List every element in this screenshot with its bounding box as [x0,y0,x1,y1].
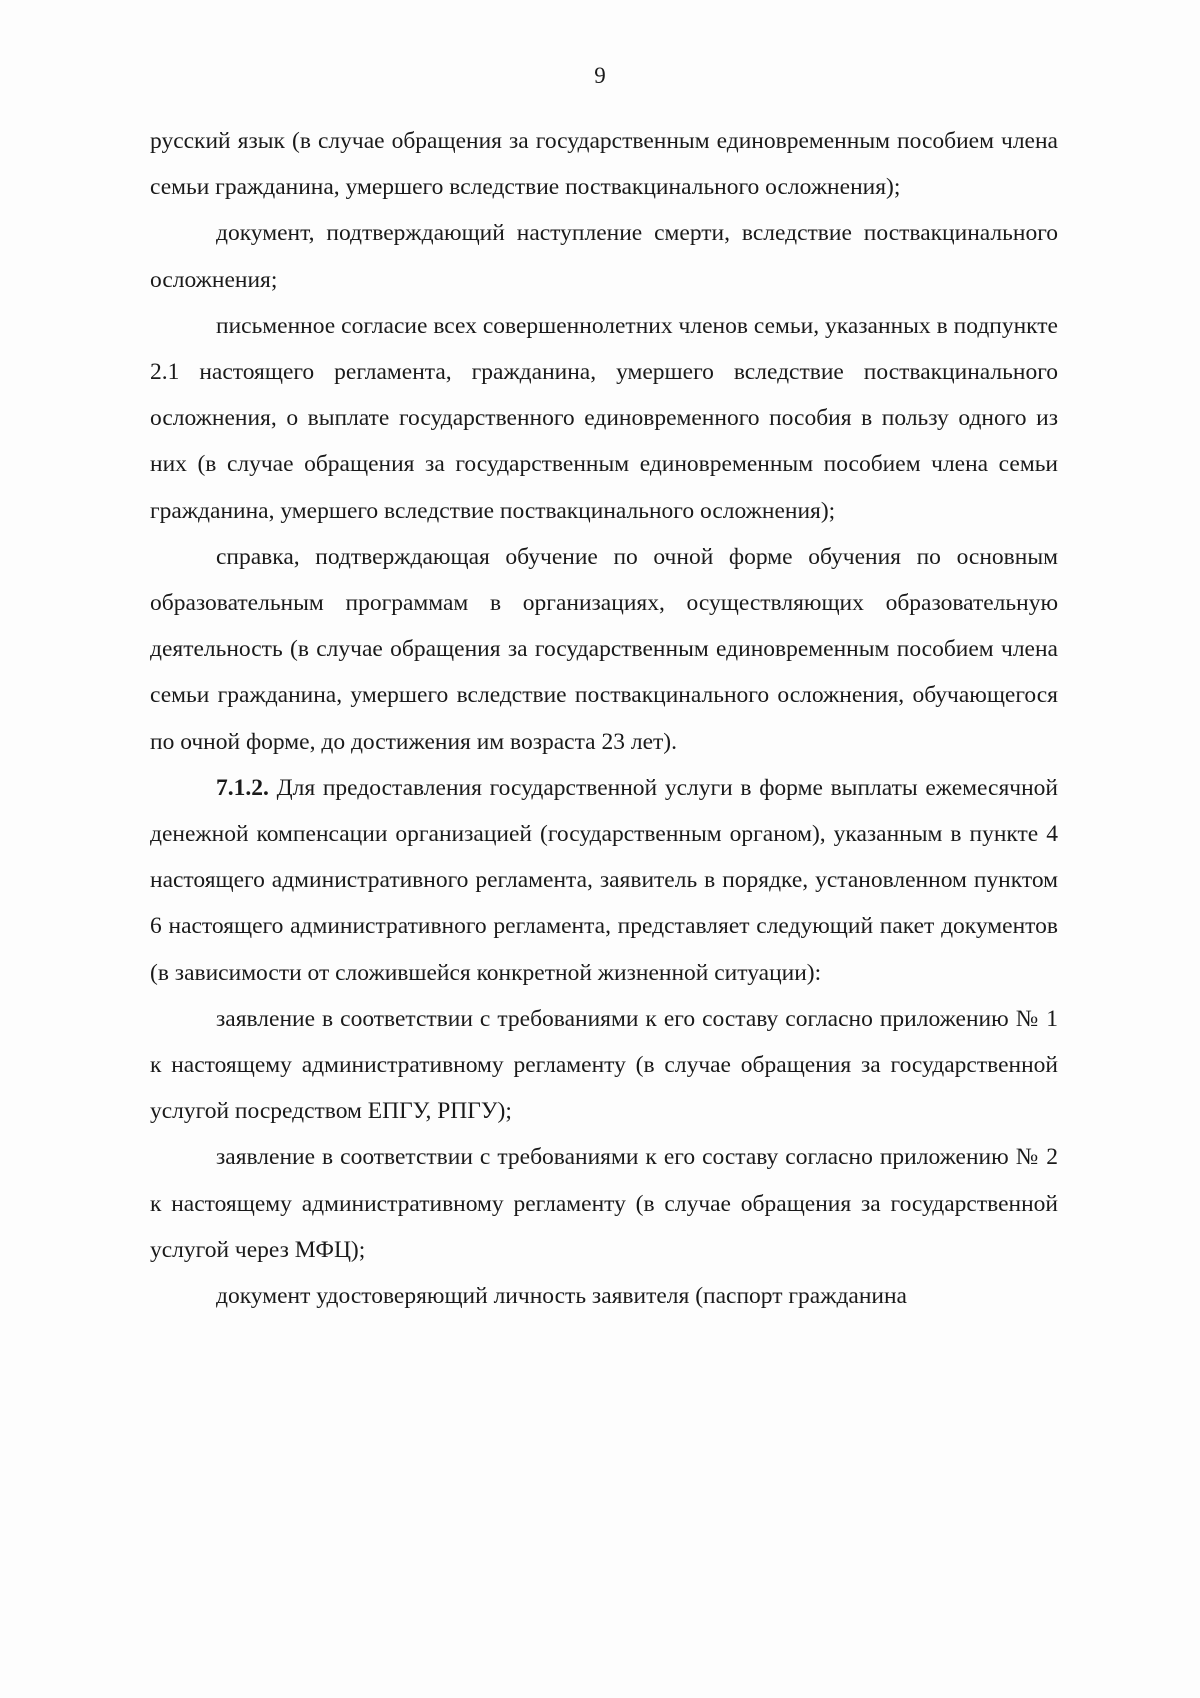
document-body [150,118,1058,1319]
paragraph-study-certificate: справка, подтверждающая обучение по очной форме обучения по основным образовательным программам в организациях, осуществляющих образовательную деятельность (в случае обращения за государственным единовременным пособием члена семьи гражданина, умершего вследствие поствакцинального осложнения, обучающегося по очной форме, до достижения им возраста 23 лет). [150,543,1058,755]
paragraph-written-consent: письменное согласие всех совершеннолетних членов семьи, указанных в подпункте 2.1 настоящего регламента, гражданина, умершего вследствие поствакцинального осложнения, о выплате государственного единовременного пособия в пользу одного из них (в случае обращения за государственным единовременным пособием члена семьи гражданина, умершего вследствие поствакцинального осложнения); [150,312,1058,524]
paragraph-death-document: документ, подтверждающий наступление смерти, вследствие поствакцинального осложнения; [150,220,1058,293]
paragraph-application-2: заявление в соответствии с требованиями к его составу согласно приложению № 2 к настоящему административному регламенту (в случае обращения за государственной услугой через МФЦ); [150,1144,1058,1263]
paragraph-clause-7-1-2 [150,765,1058,996]
paragraph-identity-document: документ удостоверяющий личность заявителя (паспорт гражданина [216,1283,907,1310]
paragraph-application-1: заявление в соответствии с требованиями к его составу согласно приложению № 1 к настоящему административному регламенту (в случае обращения за государственной услугой посредством ЕПГУ, РПГУ); [150,1005,1058,1125]
page-number: 9 [594,63,606,88]
clause-number: 7.1.2. [216,774,269,801]
clause-text: Для предоставления государственной услуги в форме выплаты ежемесячной денежной компенсации организацией (государственным органом), указанным в пункте 4 настоящего административного регламента, заявитель в порядке, установленном пунктом 6 настоящего административного регламента, представляет следующий пакет документов (в зависимости от сложившейся конкретной жизненной ситуации): [150,774,1058,986]
paragraph-continuation: русский язык (в случае обращения за государственным единовременным пособием члена семьи гражданина, умершего вследствие поствакцинального осложнения); [150,128,1058,201]
